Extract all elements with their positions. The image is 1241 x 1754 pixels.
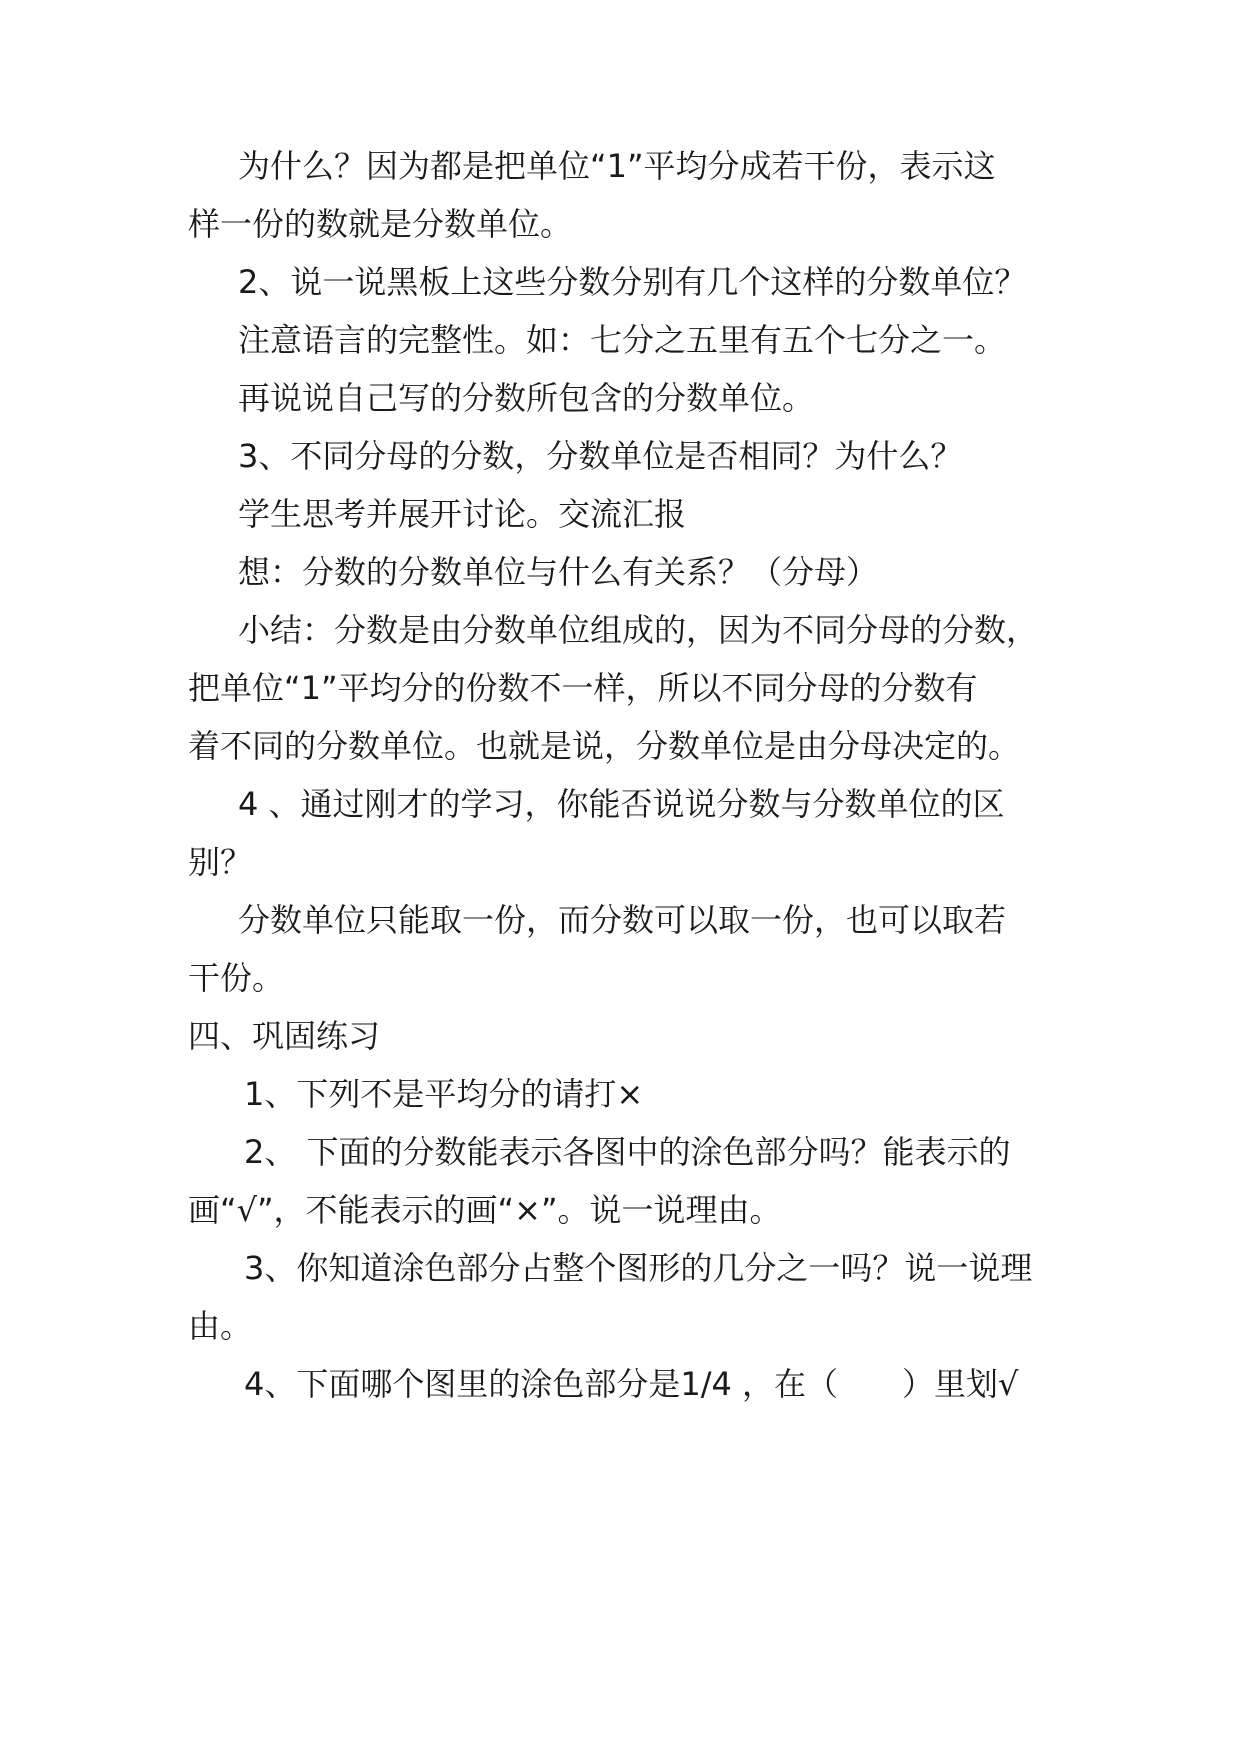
text-line: 干份。 [188, 959, 285, 997]
text-line: 为什么？因为都是把单位“1”平均分成若干份，表示这 [238, 147, 996, 185]
text-line: 样一份的数就是分数单位。 [188, 205, 573, 243]
text-line: 想：分数的分数单位与什么有关系？（分母） [238, 553, 879, 591]
text-line: 再说说自己写的分数所包含的分数单位。 [238, 379, 815, 417]
text-line: 分数单位只能取一份，而分数可以取一份，也可以取若 [238, 901, 1007, 939]
text-line: 画“√”，不能表示的画“×”。说一说理由。 [188, 1191, 782, 1229]
text-line: 1、下列不是平均分的请打× [244, 1075, 644, 1113]
text-line: 注意语言的完整性。如：七分之五里有五个七分之一。 [238, 321, 1007, 359]
text-line: 由。 [188, 1307, 253, 1345]
section-heading: 四、巩固练习 [188, 1017, 381, 1055]
text-line: 4 、通过刚才的学习，你能否说说分数与分数单位的区 [238, 785, 1005, 823]
text-line: 3、你知道涂色部分占整个图形的几分之一吗？说一说理 [244, 1249, 1033, 1287]
text-line: 2、 下面的分数能表示各图中的涂色部分吗？能表示的 [244, 1133, 1011, 1171]
text-line: 3、不同分母的分数，分数单位是否相同？为什么？ [238, 437, 963, 475]
text-line: 4、下面哪个图里的涂色部分是1/4 ，在（ ）里划√ [244, 1365, 1019, 1403]
text-line: 小结：分数是由分数单位组成的，因为不同分母的分数， [238, 611, 1039, 649]
text-line: 2、说一说黑板上这些分数分别有几个这样的分数单位？ [238, 263, 1027, 301]
text-line: 别？ [188, 843, 253, 881]
text-line: 着不同的分数单位。也就是说，分数单位是由分母决定的。 [188, 727, 1021, 765]
text-line: 把单位“1”平均分的份数不一样，所以不同分母的分数有 [188, 669, 978, 707]
text-line: 学生思考并展开讨论。交流汇报 [238, 495, 687, 533]
